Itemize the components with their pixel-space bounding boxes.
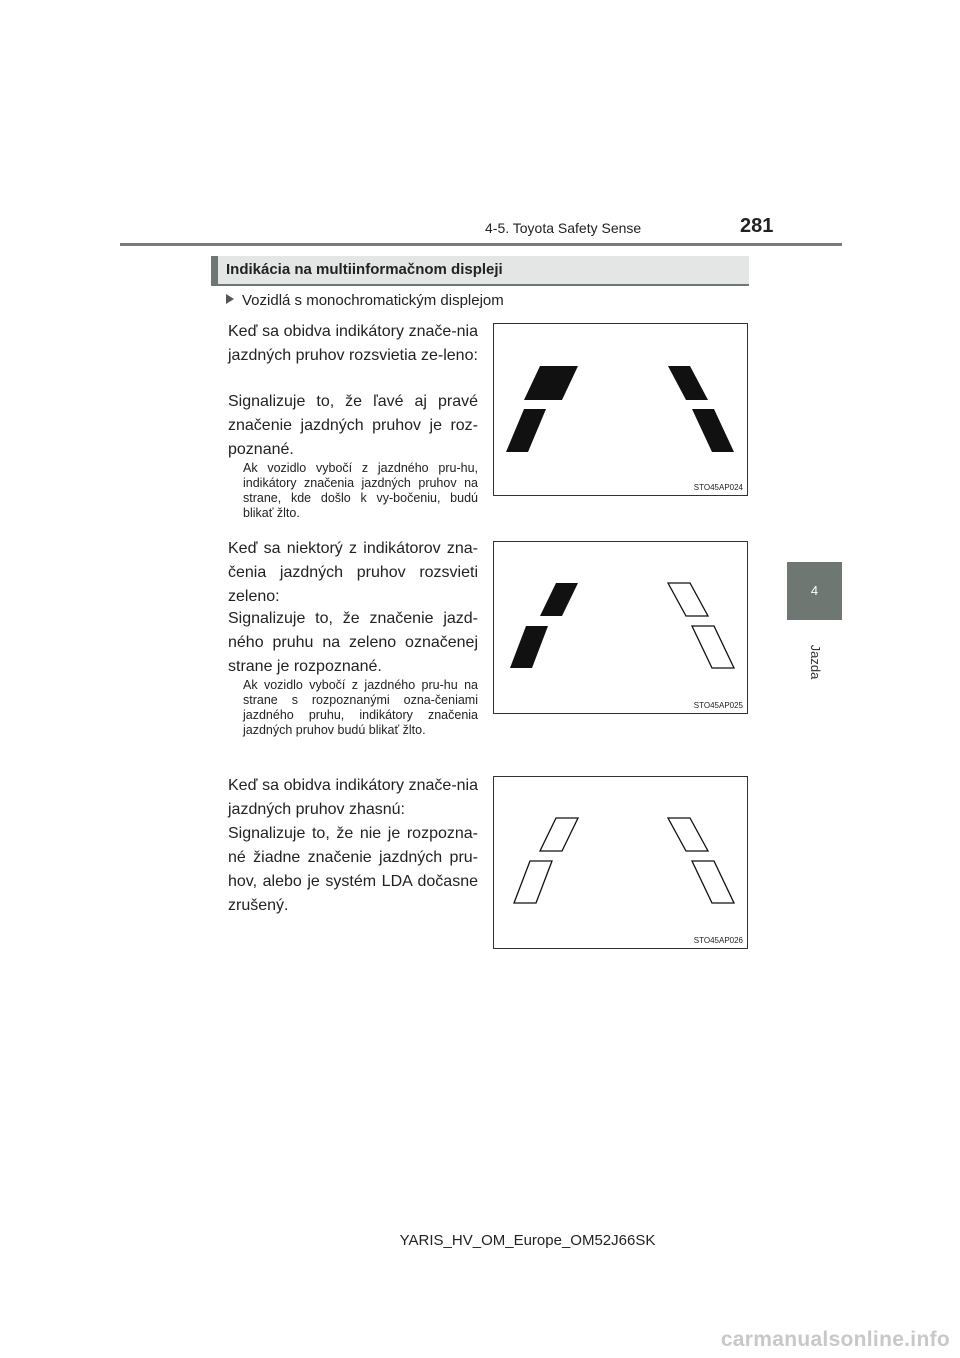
chapter-label: Jazda <box>808 644 823 680</box>
block2-note: Ak vozidlo vybočí z jazdného pru-hu na strane s rozpoznanými ozna-čeniami jazdného pruhu, indikátory značenia jazdných pruhov budú blikať žlto. <box>243 678 478 737</box>
right-lane-marker-upper <box>668 366 708 400</box>
figure-code: STO45AP024 <box>693 483 743 492</box>
watermark: carmanualsonline.info <box>720 1328 950 1351</box>
left-lane-marker-upper <box>540 583 578 616</box>
triangle-bullet-icon <box>226 294 234 304</box>
right-lane-marker-lower <box>692 626 734 668</box>
block1-meaning: Signalizuje to, že ľavé aj pravé značenie jazdných pruhov je roz-poznané. <box>228 393 478 458</box>
left-lane-marker-upper <box>524 366 578 400</box>
block3-meaning: Signalizuje to, že nie je rozpozna-né žiadne značenie jazdných pru-hov, alebo je systém LDA dočasne zrušený. <box>228 825 478 914</box>
block1-note: Ak vozidlo vybočí z jazdného pru-hu, indikátory značenia jazdných pruhov na strane, kde došlo k vy-bočeniu, budú blikať žlto. <box>243 461 478 520</box>
document-footer <box>0 1232 960 1249</box>
header-divider <box>120 243 842 246</box>
section-heading-underline <box>211 284 749 286</box>
right-lane-marker-lower <box>692 409 734 452</box>
sub-heading <box>226 292 504 309</box>
right-lane-marker-lower <box>692 861 734 903</box>
figure-one-lane-lit <box>493 541 748 714</box>
left-lane-marker-lower <box>506 409 546 452</box>
right-lane-marker-upper <box>668 818 708 851</box>
lane-indicators-left-solid <box>494 542 749 715</box>
figure-both-lanes-lit <box>493 323 748 496</box>
page-number: 281 <box>740 215 774 237</box>
lane-indicators-outlined <box>494 777 749 950</box>
left-lane-marker-lower <box>510 626 548 668</box>
chapter-tab: 4 <box>787 562 842 620</box>
left-lane-marker-lower <box>514 861 552 903</box>
block2-condition: Keď sa niektorý z indikátorov zna-čenia jazdných pruhov rozsvieti zeleno: <box>228 540 478 605</box>
lane-indicators-both-solid <box>494 324 749 497</box>
footer-text: YARIS_HV_OM_Europe_OM52J66SK <box>399 1232 656 1249</box>
section-title: Indikácia na multiinformačnom displeji <box>226 261 503 278</box>
block2-meaning: Signalizuje to, že značenie jazd-ného pruhu na zeleno označenej strane je rozpoznané. <box>228 610 478 675</box>
figure-code: STO45AP025 <box>693 701 743 710</box>
sub-heading-text: Vozidlá s monochromatickým displejom <box>242 292 504 309</box>
figure-lanes-off <box>493 776 748 949</box>
figure-code: STO45AP026 <box>693 936 743 945</box>
section-header: 4-5. Toyota Safety Sense <box>485 220 642 236</box>
block3-condition: Keď sa obidva indikátory znače-nia jazdných pruhov zhasnú: <box>228 777 478 818</box>
right-lane-marker-upper <box>668 583 708 616</box>
block1-condition: Keď sa obidva indikátory znače-nia jazdných pruhov rozsvietia ze-leno: <box>228 323 478 364</box>
left-lane-marker-upper <box>540 818 578 851</box>
